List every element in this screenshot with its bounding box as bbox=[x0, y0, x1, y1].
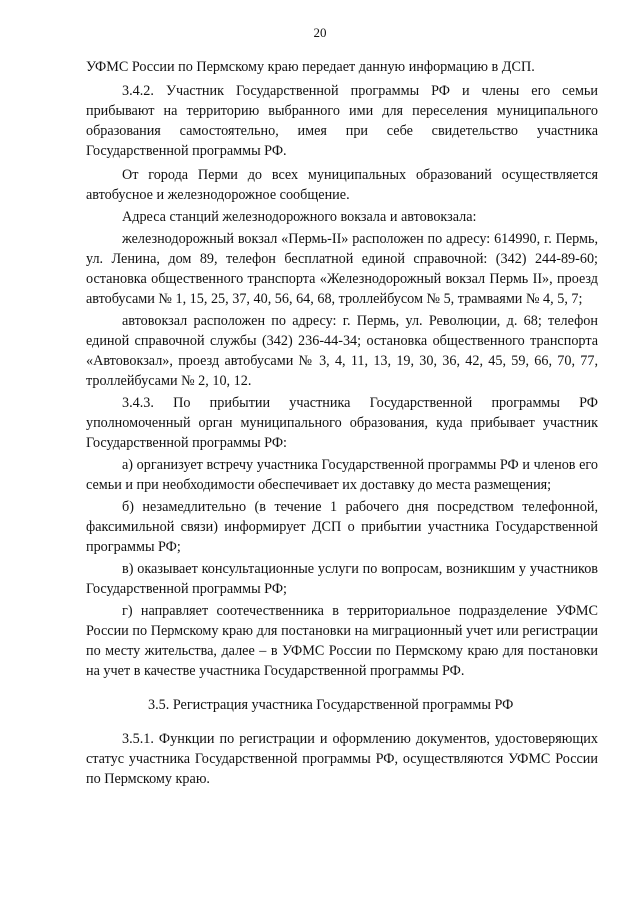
section-heading-3-5: 3.5. Регистрация участника Государственной программы РФ bbox=[148, 697, 514, 713]
paragraph-railway-station: железнодорожный вокзал «Пермь-II» расположен по адресу: 614990, г. Пермь, ул. Ленина, дом 89, телефон бесплатной единой справочной: (342) 244-89-60; остановка общественного транспорта «Железнодорожный вокзал Пермь II», проезд автобусами № 1, 15, 25, 37, 40, 56, 64, 68, троллейбусом № 5, трамваями № 4, 5, 7; bbox=[86, 231, 598, 307]
paragraph-station-addresses-intro: Адреса станций железнодорожного вокзала и автовокзала: bbox=[122, 209, 477, 225]
list-item-v: в) оказывает консультационные услуги по вопросам, возникшим у участников Государственной программы РФ; bbox=[86, 561, 598, 597]
paragraph-3-5-1: 3.5.1. Функции по регистрации и оформлению документов, удостоверяющих статус участника Государственной программы РФ, осуществляются УФМС России по Пермскому краю. bbox=[86, 731, 598, 787]
paragraph-3-4-3: 3.4.3. По прибытии участника Государственной программы РФ уполномоченный орган муниципального образования, куда прибывает участник Государственной программы РФ: bbox=[86, 395, 598, 451]
paragraph-bus-station: автовокзал расположен по адресу: г. Пермь, ул. Революции, д. 68; телефон единой справочной службы (342) 236-44-34; остановка общественного транспорта «Автовокзал», проезд автобусами № 3, 4, 11, 13, 19, 30, 36, 42, 45, 59, 66, 70, 77, троллейбусами № 2, 10, 12. bbox=[86, 313, 598, 389]
list-item-g: г) направляет соотечественника в территориальное подразделение УФМС России по Пермскому краю для постановки на миграционный учет или регистрации по месту жительства, далее – в УФМС России по Пермскому краю для постановки на учет в качестве участника Государственной программы РФ. bbox=[86, 603, 598, 679]
paragraph-3-4-2: 3.4.2. Участник Государственной программы РФ и члены его семьи прибывают на территорию выбранного ими для переселения муниципального образования самостоятельно, имея при себе свидетельство участника Государственной программы РФ. bbox=[86, 83, 598, 159]
list-item-b: б) незамедлительно (в течение 1 рабочего дня посредством телефонной, факсимильной связи) информирует ДСП о прибытии участника Государственной программы РФ; bbox=[86, 499, 598, 555]
paragraph-ufms-info-transfer: УФМС России по Пермскому краю передает данную информацию в ДСП. bbox=[86, 59, 535, 75]
list-item-a: а) организует встречу участника Государственной программы РФ и членов его семьи и при необходимости обеспечивает их доставку до места размещения; bbox=[86, 457, 598, 493]
document-body bbox=[86, 57, 598, 789]
page-number: 20 bbox=[313, 25, 327, 40]
paragraph-transport-connection: От города Перми до всех муниципальных образований осуществляется автобусное и железнодорожное сообщение. bbox=[86, 167, 598, 203]
